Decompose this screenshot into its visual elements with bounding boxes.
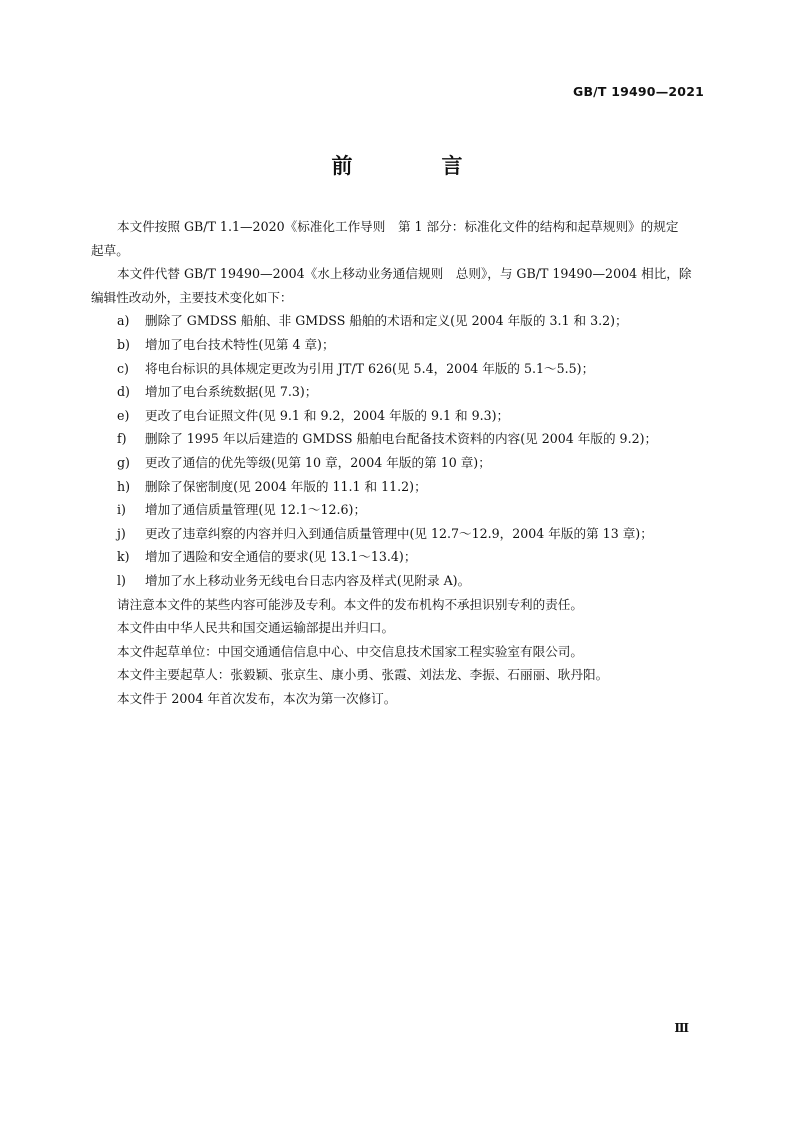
list-item (117, 475, 709, 499)
list-marker: f) (117, 431, 127, 447)
list-marker: a) (117, 313, 130, 329)
list-marker: l) (117, 572, 126, 588)
list-item-text: 更改了违章纠察的内容并归入到通信质量管理中(见 12.7～12.9，2004 年版的第 13 章)； (145, 525, 653, 541)
list-marker: b) (117, 336, 130, 352)
list-marker: e) (117, 407, 130, 423)
list-item (117, 522, 709, 546)
list-item-text: 更改了通信的优先等级(见第 10 章，2004 年版的第 10 章)； (145, 454, 491, 470)
list-item (117, 333, 709, 357)
list-item (117, 451, 709, 475)
list-item-text: 删除了 1995 年以后建造的 GMDSS 船舶电台配备技术资料的内容(见 2004 年版的 9.2)； (145, 431, 658, 447)
drafters: 本文件主要起草人：张毅颖、张京生、康小勇、张霞、刘法龙、李振、石丽丽、耿丹阳。 (117, 667, 609, 683)
list-marker: k) (117, 549, 130, 565)
list-item-text: 更改了电台证照文件(见 9.1 和 9.2，2004 年版的 9.1 和 9.3)； (145, 407, 510, 423)
paragraph-drafting-basis (91, 215, 709, 262)
list-marker: g) (117, 454, 130, 470)
paragraph-line: 起草。 (91, 242, 129, 258)
list-marker: d) (117, 384, 130, 400)
list-item-text: 增加了水上移动业务无线电台日志内容及样式(见附录 A)。 (145, 572, 471, 588)
list-item-text: 增加了通信质量管理(见 12.1～12.6)； (145, 502, 367, 518)
page-number: Ⅲ (674, 1021, 689, 1035)
patent-notice: 请注意本文件的某些内容可能涉及专利。本文件的发布机构不承担识别专利的责任。 (117, 596, 583, 612)
list-marker: c) (117, 360, 129, 376)
proposer-notice: 本文件由中华人民共和国交通运输部提出并归口。 (117, 620, 395, 636)
list-item (117, 498, 709, 522)
list-item (117, 404, 709, 428)
list-item-text: 将电台标识的具体规定更改为引用 JT/T 626(见 5.4，2004 年版的 5.1～5.5)； (145, 360, 595, 376)
list-item-text: 增加了遇险和安全通信的要求(见 13.1～13.4)； (145, 549, 417, 565)
standard-code: GB/T 19490—2021 (572, 84, 704, 99)
technical-changes-list (117, 309, 709, 592)
list-marker: j) (117, 525, 126, 541)
list-item-text: 增加了电台系统数据(见 7.3)； (145, 384, 318, 400)
list-item (117, 569, 709, 593)
list-item (117, 309, 709, 333)
paragraph-line: 本文件按照 GB/T 1.1—2020《标准化工作导则 第 1 部分：标准化文件的结构和起草规则》的规定 (117, 219, 679, 234)
paragraph-replacement (91, 262, 709, 309)
list-item-text: 增加了电台技术特性(见第 4 章)； (145, 336, 335, 352)
document-body (91, 215, 709, 710)
page-title: 前 言 (331, 154, 497, 178)
revision-history: 本文件于 2004 年首次发布，本次为第一次修订。 (117, 690, 397, 706)
list-marker: h) (117, 478, 131, 494)
paragraph-line: 编辑性改动外，主要技术变化如下： (91, 289, 293, 305)
list-item-text: 删除了保密制度(见 2004 年版的 11.1 和 11.2)； (145, 478, 427, 494)
list-marker: i) (117, 502, 126, 518)
list-item (117, 357, 709, 381)
paragraph-line: 本文件代替 GB/T 19490—2004《水上移动业务通信规则 总则》，与 GB/T 19490—2004 相比，除 (117, 266, 692, 282)
list-item (117, 380, 709, 404)
list-item-text: 删除了 GMDSS 船舶、非 GMDSS 船舶的术语和定义(见 2004 年版的 3.1 和 3.2)； (145, 313, 628, 329)
list-item (117, 427, 709, 451)
drafting-organizations: 本文件起草单位：中国交通通信信息中心、中交信息技术国家工程实验室有限公司。 (117, 643, 583, 659)
list-item (117, 545, 709, 569)
